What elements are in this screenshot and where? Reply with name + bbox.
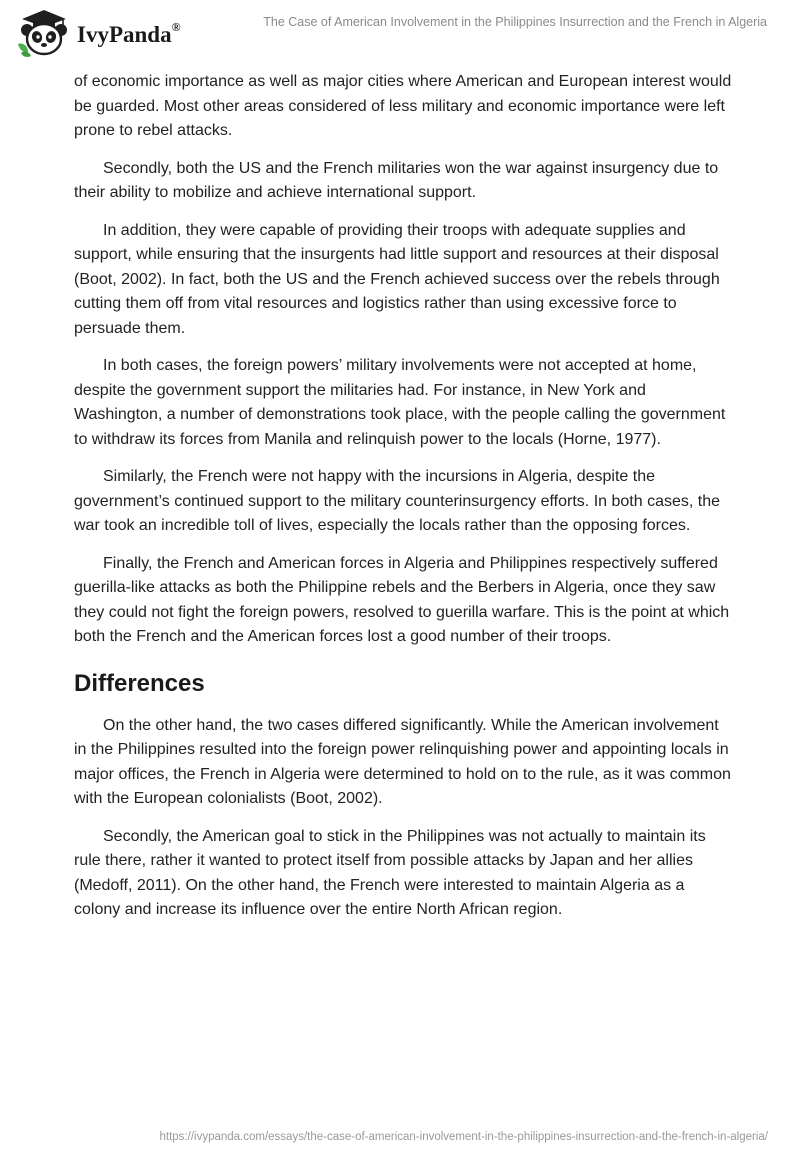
panda-graduate-icon [16, 6, 74, 58]
paragraph: Secondly, the American goal to stick in the Philippines was not actually to maintain its rule there, rather it wanted to protect itself from possible attacks by Japan and her allies (Medoff, 2011). On the other hand, the French were interested to maintain Algeria as a colony and increase its influence over the entire North African region. [74, 827, 706, 918]
paragraph: of economic importance as well as major cities where American and European interest would be guarded. Most other areas considered of less military and economic importance were left prone to rebel attacks. [74, 73, 732, 139]
document-title: The Case of American Involvement in the Philippines Insurrection and the French in Algeria [263, 15, 767, 29]
essay-body [74, 70, 734, 936]
paragraph: On the other hand, the two cases differed significantly. While the American involvement in the Philippines resulted into the foreign power relinquishing power and appointing locals in major offices, the French in Algeria were determined to hold on to the rule, as it was common with the European colonialists (Boot, 2002). [74, 716, 731, 807]
registered-mark: ® [171, 20, 181, 35]
paragraph: In both cases, the foreign powers’ military involvements were not accepted at home, despite the government support the militaries had. For instance, in New York and Washington, a number of demonstrations took place, with the people calling the government to withdraw its forces from Manila and relinquish power to the locals (Horne, 1977). [74, 357, 726, 448]
ivypanda-logo[interactable] [16, 6, 216, 58]
source-url[interactable]: https://ivypanda.com/essays/the-case-of-american-involvement-in-the-philippines-insurrection-and-the-french-in-algeria/ [159, 1131, 768, 1143]
section-heading-differences: Differences [74, 669, 205, 697]
paragraph: Finally, the French and American forces in Algeria and Philippines respectively suffered guerilla-like attacks as both the Philippine rebels and the Berbers in Algeria, once they saw they could not fight the foreign powers, resolved to guerilla warfare. This is the point at which both the French and the American forces lost a good number of their troops. [74, 554, 730, 645]
paragraph: Secondly, both the US and the French militaries won the war against insurgency due to their ability to mobilize and achieve international support. [74, 159, 719, 201]
page-header [0, 0, 800, 60]
paragraph: In addition, they were capable of providing their troops with adequate supplies and support, while ensuring that the insurgents had little support and resources at their disposal (Boot, 2002). In fact, both the US and the French achieved success over the rebels through cutting them off from vital resources and logistics rather than using excessive force to persuade them. [74, 221, 720, 337]
brand-name: IvyPanda® [77, 20, 181, 47]
paragraph: Similarly, the French were not happy with the incursions in Algeria, despite the government’s continued support to the military counterinsurgency efforts. In both cases, the war took an incredible toll of lives, especially the locals rather than the opposing forces. [74, 468, 720, 534]
